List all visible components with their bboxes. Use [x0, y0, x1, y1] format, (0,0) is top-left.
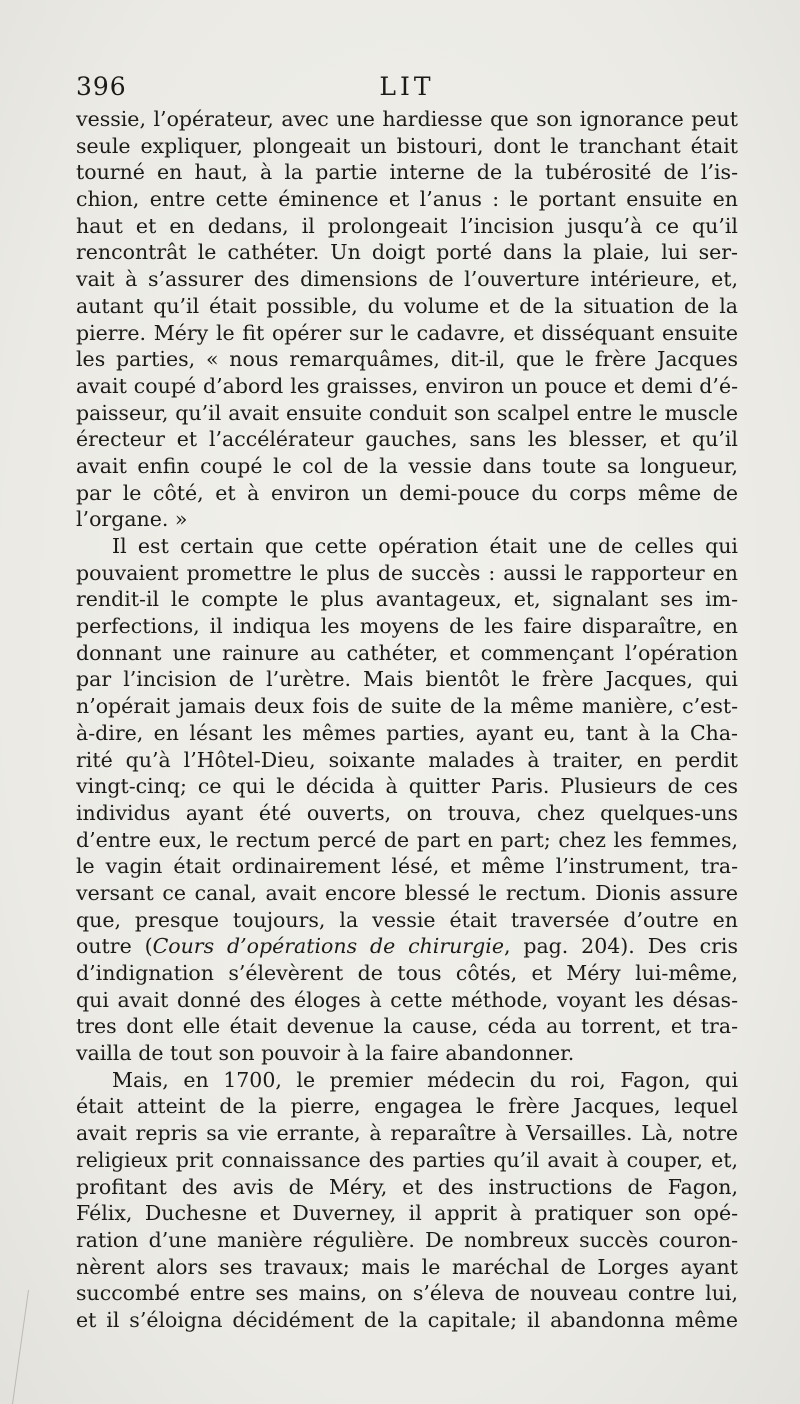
text-line: Félix, Duchesne et Duverney, il apprit à pratiquer son opé-	[76, 1201, 738, 1226]
text-line: avait repris sa vie errante, à reparaître à Versailles. Là, notre	[76, 1121, 738, 1146]
text-line: perfections, il indiqua les moyens de les faire disparaître, en	[76, 614, 738, 639]
text-line: profitant des avis de Méry, et des instructions de Fagon,	[76, 1174, 738, 1199]
text-line: paisseur, qu’il avait ensuite conduit son scalpel entre le muscle	[76, 400, 738, 425]
text-line	[76, 933, 738, 960]
running-head: LIT	[379, 72, 435, 101]
text-line: chion, entre cette éminence et l’anus : le portant ensuite en	[76, 187, 738, 212]
text-line: d’entre eux, le rectum percé de part en part; chez les femmes,	[76, 827, 738, 852]
text-line: versant ce canal, avait encore blessé le rectum. Dionis assure	[76, 880, 738, 905]
text-line: qui avait donné des éloges à cette méthode, voyant les désas-	[76, 987, 738, 1012]
text-line: n’opérait jamais deux fois de suite de la même manière, c’est-	[76, 694, 738, 719]
text-line: par le côté, et à environ un demi-pouce du corps même de	[76, 480, 738, 505]
book-title-italic: Cours d’opérations de chirurgie	[152, 934, 504, 959]
text-line: haut et en dedans, il prolongeait l’incision jusqu’à ce qu’il	[76, 213, 738, 238]
text-line: les parties, « nous remarquâmes, dit-il, que le frère Jacques	[76, 347, 738, 372]
page-header	[76, 70, 738, 104]
text-line: que, presque toujours, la vessie était traversée d’outre en	[76, 907, 738, 932]
text-run: , pag. 204). Des cris	[503, 934, 738, 959]
text-line: ration d’une manière régulière. De nombreux succès couron-	[76, 1227, 738, 1252]
text-line: rencontrât le cathéter. Un doigt porté dans la plaie, lui ser-	[76, 240, 738, 265]
text-line: succombé entre ses mains, on s’éleva de nouveau contre lui,	[76, 1281, 738, 1306]
text-line: avait coupé d’abord les graisses, environ un pouce et demi d’é-	[76, 373, 738, 398]
text-line: vessie, l’opérateur, avec une hardiesse que son ignorance peut	[76, 107, 738, 131]
text-line: Il est certain que cette opération était une de celles qui	[112, 534, 738, 558]
text-line: vingt-cinq; ce qui le décida à quitter Paris. Plusieurs de ces	[76, 774, 738, 799]
text-line: seule expliquer, plongeait un bistouri, dont le tranchant était	[76, 133, 738, 158]
text-line: rité qu’à l’Hôtel-Dieu, soixante malades à traiter, en perdit	[76, 747, 738, 772]
text-line: par l’incision de l’urètre. Mais bientôt le frère Jacques, qui	[76, 667, 738, 692]
text-line: tres dont elle était devenue la cause, céda au torrent, et tra-	[76, 1014, 738, 1039]
text-line: et il s’éloigna décidément de la capitale; il abandonna même	[76, 1307, 738, 1332]
text-line: pierre. Méry le fit opérer sur le cadavre, et disséquant ensuite	[76, 320, 738, 345]
text-line: l’organe. »	[76, 507, 188, 532]
text-line: tourné en haut, à la partie interne de la tubérosité de l’is-	[76, 160, 738, 185]
text-line: à-dire, en lésant les mêmes parties, ayant eu, tant à la Cha-	[76, 720, 738, 745]
text-line: avait enfin coupé le col de la vessie dans toute sa longueur,	[76, 453, 738, 478]
text-line: était atteint de la pierre, engagea le frère Jacques, lequel	[76, 1094, 738, 1119]
body-text	[76, 106, 738, 1334]
text-line: religieux prit connaissance des parties qu’il avait à couper, et,	[76, 1147, 738, 1172]
page-number: 396	[76, 72, 127, 101]
text-line: pouvaient promettre le plus de succès : aussi le rapporteur en	[76, 560, 738, 585]
text-line: autant qu’il était possible, du volume et de la situation de la	[76, 293, 738, 318]
text-line: Mais, en 1700, le premier médecin du roi, Fagon, qui	[112, 1067, 738, 1092]
text-line: vait à s’assurer des dimensions de l’ouverture intérieure, et,	[76, 267, 738, 292]
text-line: d’indignation s’élevèrent de tous côtés, et Méry lui-même,	[76, 961, 738, 985]
text-line: individus ayant été ouverts, on trouva, chez quelques-uns	[76, 800, 738, 825]
page-edge-mark	[0, 1290, 29, 1404]
text-run: outre (	[76, 934, 153, 959]
text-line: le vagin était ordinairement lésé, et même l’instrument, tra-	[76, 854, 738, 879]
text-line: donnant une rainure au cathéter, et commençant l’opération	[76, 640, 738, 665]
text-line: vailla de tout son pouvoir à la faire abandonner.	[76, 1041, 575, 1066]
text-line: rendit-il le compte le plus avantageux, et, signalant ses im-	[76, 587, 738, 612]
text-line: érecteur et l’accélérateur gauches, sans les blesser, et qu’il	[76, 427, 738, 452]
text-line: nèrent alors ses travaux; mais le maréchal de Lorges ayant	[76, 1254, 738, 1279]
